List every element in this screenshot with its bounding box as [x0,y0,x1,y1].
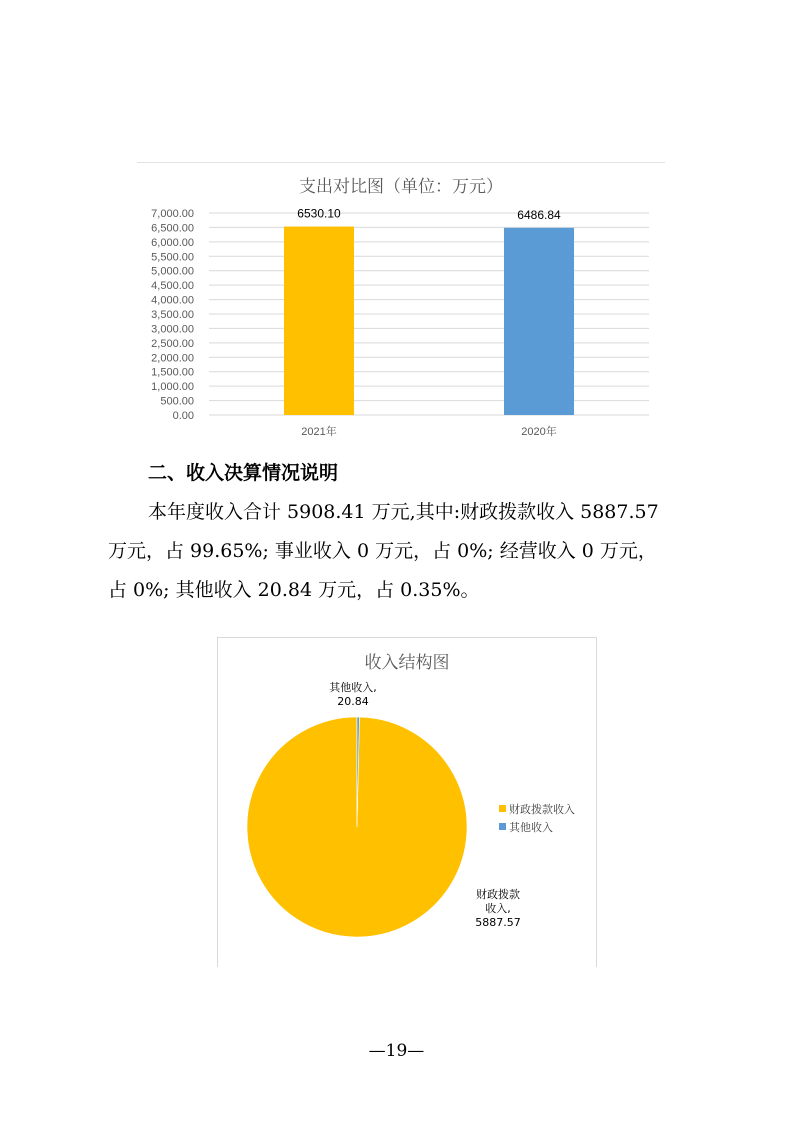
pie-label-other-name: 其他收入, [329,681,377,694]
y-tick-label: 0.00 [172,410,194,422]
pie-label-fiscal-value: 5887.57 [475,916,521,929]
legend-item-fiscal [499,801,575,817]
legend-swatch-fiscal [499,805,506,812]
y-tick-label: 2,000.00 [151,352,194,365]
y-tick-label: 3,000.00 [151,323,194,336]
pie-label-fiscal-name-line2: 收入, [485,902,511,915]
y-tick-label: 4,500.00 [151,280,194,293]
pie-chart-title: 收入结构图 [364,653,450,673]
bar [284,227,354,415]
page-number: —19— [368,1041,425,1061]
section-heading: 二、收入决算情况说明 [148,462,339,484]
bar-chart-plot [137,162,665,444]
y-tick-label: 1,000.00 [151,381,194,394]
legend-label-other: 其他收入 [509,821,553,834]
paragraph-line-2: 万元，占 99.65%; 事业收入 0 万元，占 0%; 经营收入 0 万元， [108,540,657,562]
income-structure-chart [217,637,597,967]
pie-label-fiscal-name-line1: 财政拨款 [476,888,520,901]
pie-label-other-value: 20.84 [337,695,369,708]
expenditure-comparison-chart [137,162,665,444]
y-tick-label: 5,000.00 [151,265,194,278]
legend-item-other [499,819,553,835]
bar-data-label: 6486.84 [517,207,561,222]
y-tick-label: 1,500.00 [151,366,194,379]
bar-chart-title: 支出对比图（单位：万元） [299,177,503,197]
bar [504,228,574,415]
pie-label-other [313,681,393,709]
y-tick-label: 2,500.00 [151,337,194,350]
pie-label-fiscal [453,888,543,930]
legend-label-fiscal: 财政拨款收入 [509,803,575,816]
x-tick-label: 2020年 [521,426,557,438]
y-tick-label: 6,500.00 [151,222,194,235]
y-tick-label: 5,500.00 [151,251,194,264]
paragraph-line-3: 占 0%; 其他收入 20.84 万元，占 0.35%。 [108,579,480,601]
y-tick-label: 4,000.00 [151,294,194,307]
bar-data-label: 6530.10 [297,206,341,221]
y-tick-label: 6,000.00 [151,236,194,249]
paragraph-line-1: 本年度收入合计 5908.41 万元,其中:财政拨款收入 5887.57 [148,501,659,523]
legend-swatch-other [499,823,506,830]
y-tick-label: 3,500.00 [151,309,194,321]
y-tick-label: 7,000.00 [151,208,194,220]
x-tick-label: 2021年 [301,426,337,438]
y-tick-label: 500.00 [160,395,194,408]
